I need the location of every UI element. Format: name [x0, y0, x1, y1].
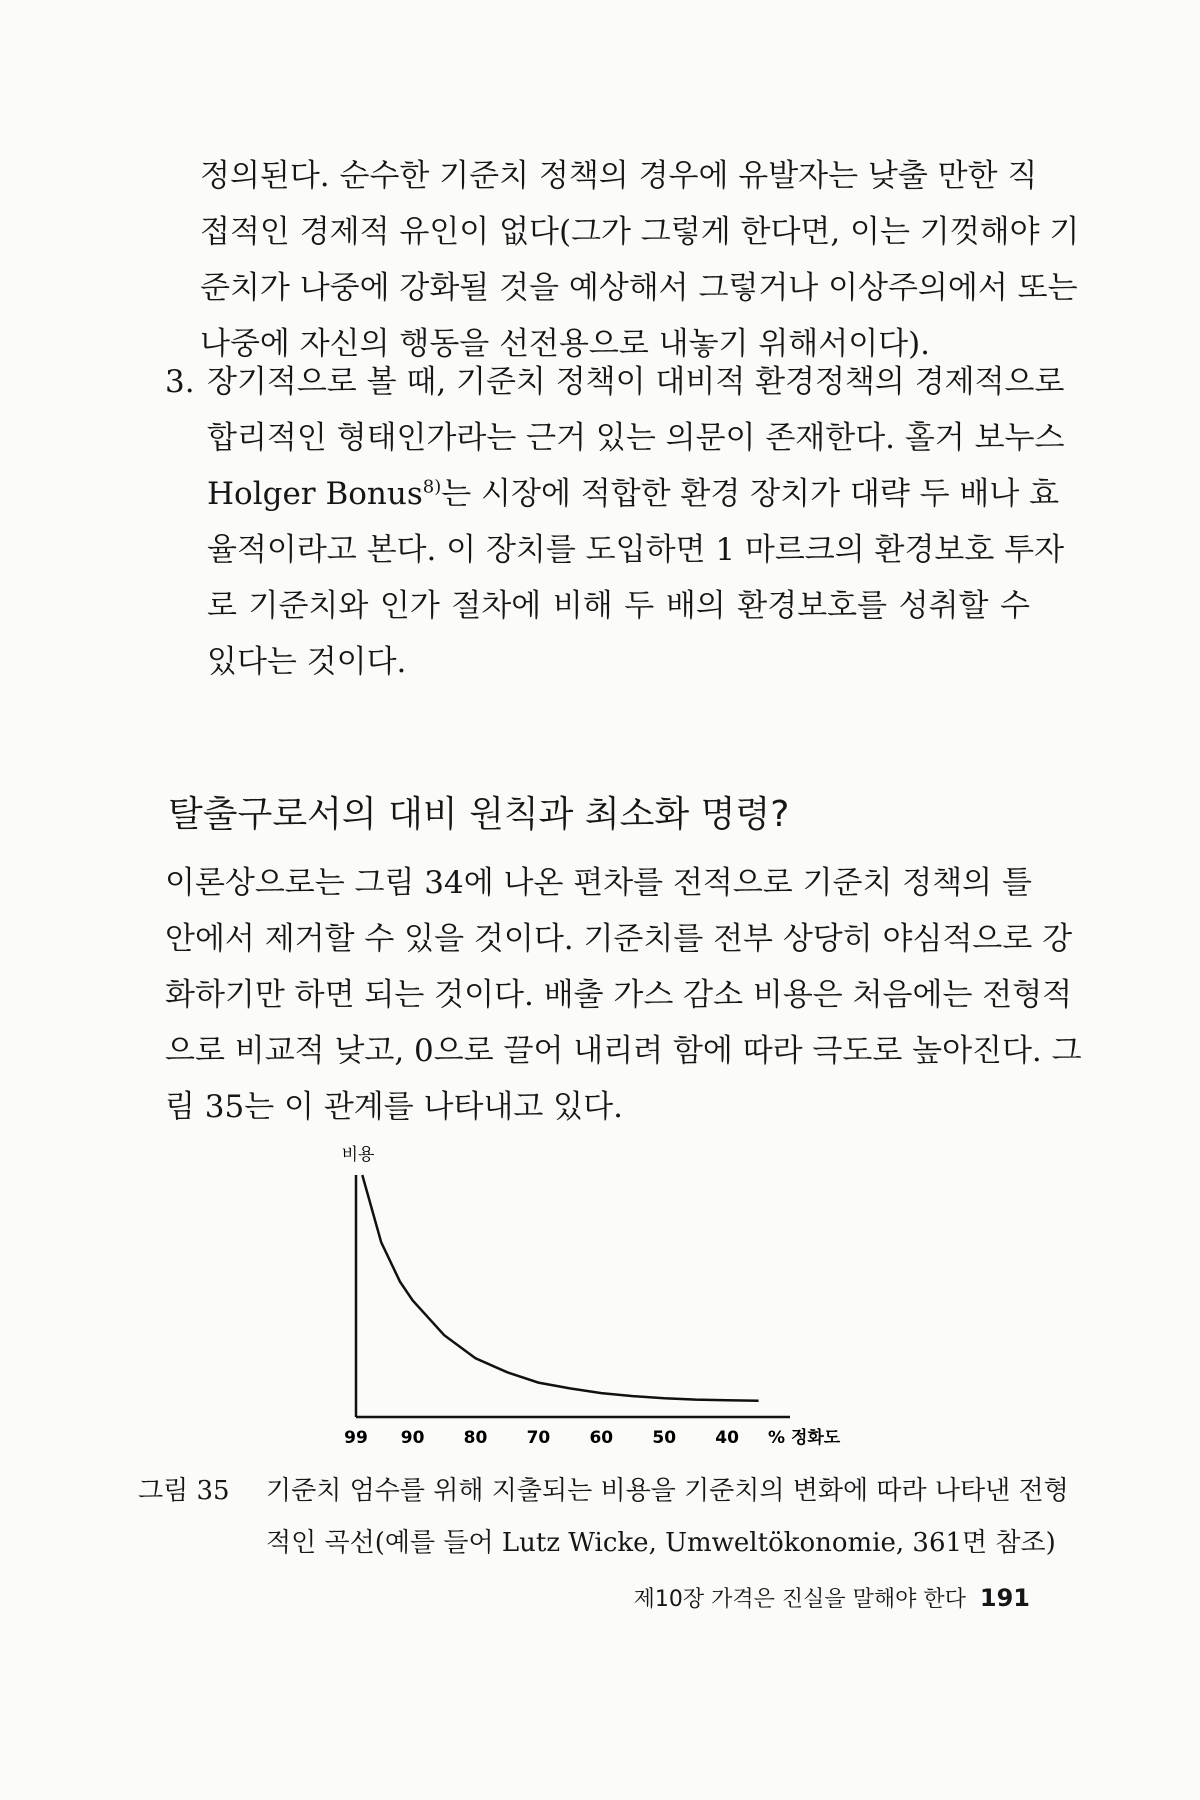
text-line — [207, 466, 1060, 522]
x-tick-label: 70 — [526, 1428, 551, 1448]
cost-curve-line — [362, 1175, 758, 1401]
x-axis-label: % 정화도 — [768, 1428, 841, 1448]
text-line: 화하기만 하면 되는 것이다. 배출 가스 감소 비용은 처음에는 전형적 — [165, 977, 1073, 1013]
x-tick-labels — [344, 1428, 739, 1448]
figure-label: 그림 35 — [138, 1476, 230, 1506]
text-line: 정의된다. 순수한 기준치 정책의 경우에 유발자는 낮출 만한 직 — [200, 158, 1038, 194]
text-line: 장기적으로 볼 때, 기준치 정책이 대비적 환경정책의 경제적으로 — [207, 364, 1065, 400]
x-tick-label: 40 — [715, 1428, 739, 1448]
chapter-title: 제10장 가격은 진실을 말해야 한다 — [633, 1587, 966, 1612]
page-number: 191 — [979, 1584, 1030, 1612]
text-line: 있다는 것이다. — [207, 644, 407, 680]
text-line: 이론상으로는 그림 34에 나온 편차를 전적으로 기준치 정책의 틀 — [165, 865, 1032, 901]
body-paragraph — [165, 855, 1082, 1135]
running-footer — [634, 1582, 1030, 1613]
x-tick-label: 80 — [463, 1428, 488, 1448]
text-line: 로 기준치와 인가 절차에 비해 두 배의 환경보호를 성취할 수 — [207, 588, 1030, 624]
x-tick-label: 99 — [344, 1428, 368, 1448]
text-line: 림 35는 이 관계를 나타내고 있다. — [165, 1089, 623, 1125]
list-item-body — [207, 354, 1065, 690]
list-number: 3. — [165, 364, 195, 400]
text-line: 준치가 나중에 강화될 것을 예상해서 그렇거나 이상주의에서 또는 — [200, 270, 1078, 306]
text-line: 안에서 제거할 수 있을 것이다. 기준치를 전부 상당히 야심적으로 강 — [165, 921, 1073, 957]
y-axis-label: 비용 — [341, 1145, 375, 1165]
continued-paragraph — [200, 148, 1080, 372]
x-tick-label: 90 — [400, 1428, 425, 1448]
author-name: Holger Bonus — [207, 476, 423, 512]
text-line: 나중에 자신의 행동을 선전용으로 내놓기 위해서이다). — [200, 326, 931, 362]
text-line: 합리적인 형태인가라는 근거 있는 의문이 존재한다. 홀거 보누스 — [207, 420, 1065, 456]
section-heading: 탈출구로서의 대비 원칙과 최소화 명령? — [168, 793, 790, 835]
caption-line: 기준치 엄수를 위해 지출되는 비용을 기준치의 변화에 따라 나타낸 전형 — [266, 1476, 1069, 1506]
caption-text — [266, 1465, 1069, 1569]
text-segment: 는 시장에 적합한 환경 장치가 대략 두 배나 효 — [441, 476, 1060, 512]
cost-curve-figure — [320, 1130, 880, 1460]
x-tick-label: 50 — [652, 1428, 677, 1448]
text-line: 접적인 경제적 유인이 없다(그가 그렇게 한다면, 이는 기껏해야 기 — [200, 214, 1080, 250]
text-line: 으로 비교적 낮고, 0으로 끌어 내리려 함에 따라 극도로 높아진다. 그 — [165, 1033, 1082, 1069]
x-tick-label: 60 — [589, 1428, 614, 1448]
caption-line: 적인 곡선(예를 들어 Lutz Wicke, Umweltökonomie, 361면 참조) — [266, 1528, 1056, 1558]
footnote-ref: 8) — [422, 476, 442, 498]
text-line: 율적이라고 본다. 이 장치를 도입하면 1 마르크의 환경보호 투자 — [207, 532, 1065, 568]
cost-curve-chart — [320, 1130, 880, 1460]
